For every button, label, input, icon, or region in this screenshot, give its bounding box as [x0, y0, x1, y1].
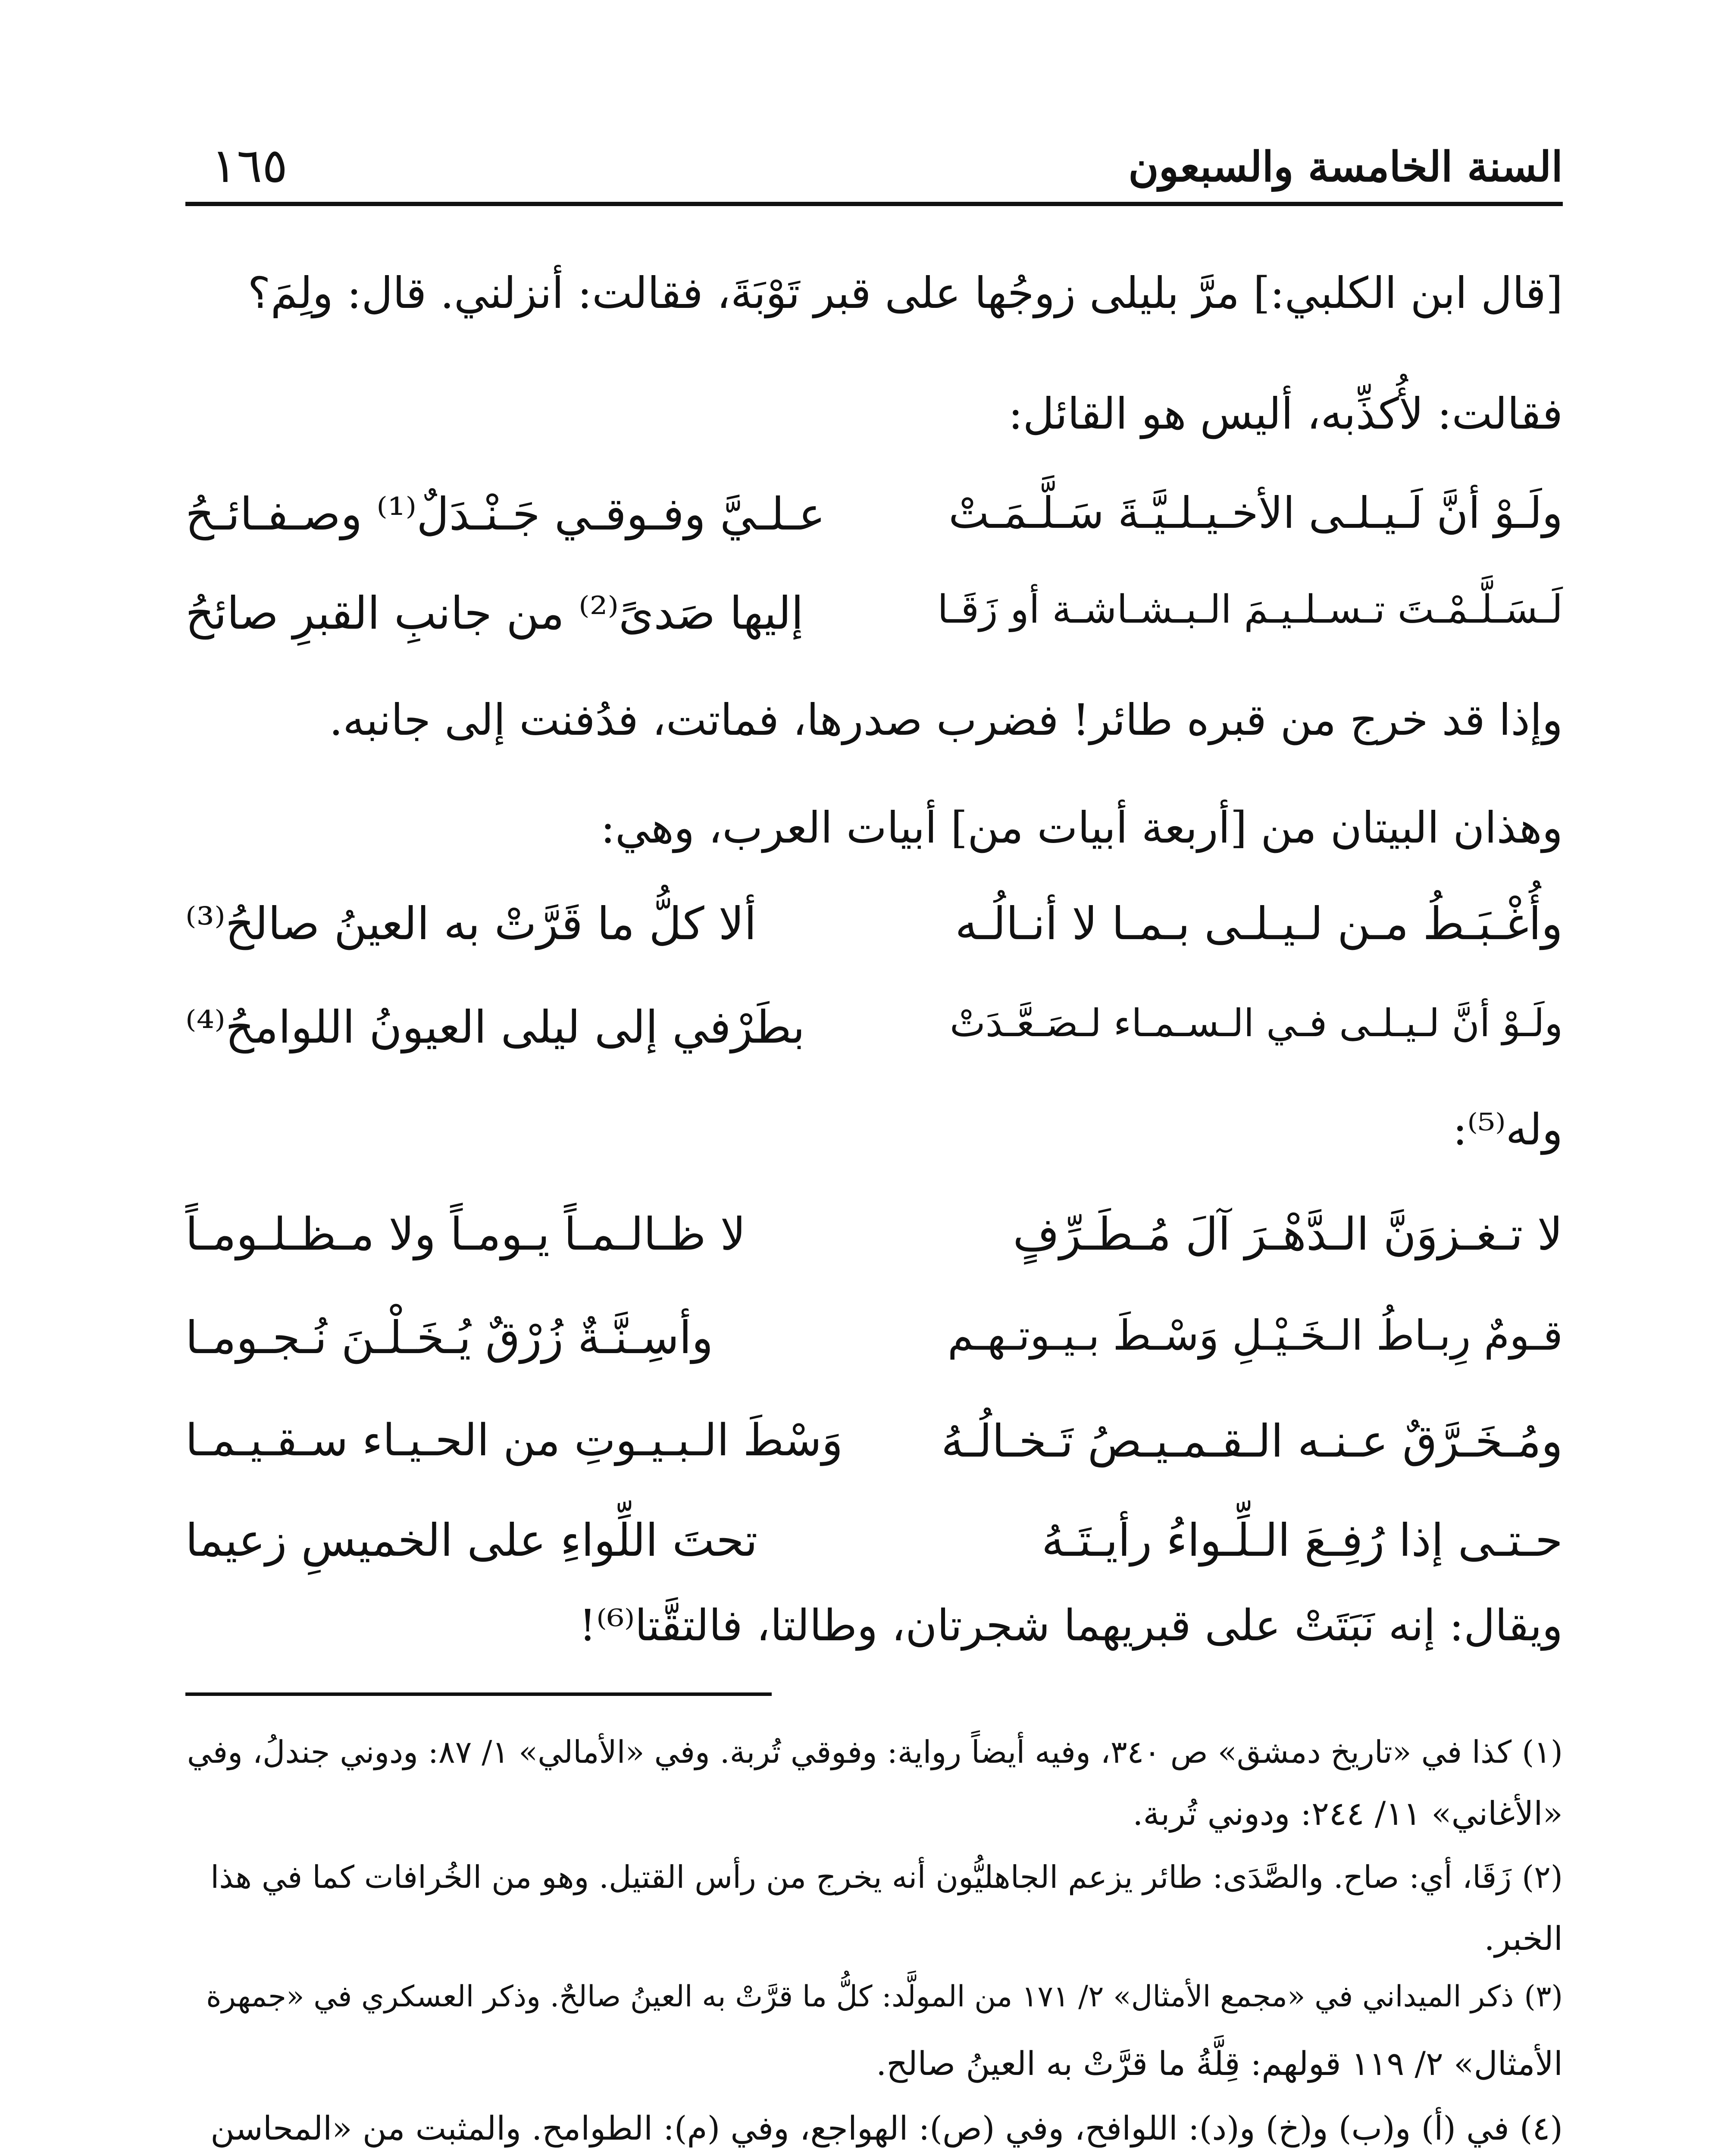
- verse-line: [185, 1000, 1563, 1069]
- verse-first-hemistich: لا تـغـزوَنَّ الـدَّهْـرَ آلَ مُـطَـرِّفٍ: [1013, 1208, 1563, 1260]
- verse-second-hemistich: بطَرْفي إلى ليلى العيونُ اللوامحُ⁽⁴⁾: [185, 1001, 805, 1053]
- verse-first-hemistich: ولَـوْ أنَّ لـيـلـى فـي الـسـمـاء لـصَـعَّـدَتْ: [949, 1001, 1563, 1045]
- footnote: [185, 2109, 1563, 2148]
- verse-line: [185, 1514, 1563, 1583]
- footnote: [185, 1858, 1563, 1896]
- verse-first-hemistich: ومُـخَـرَّقٌ عـنـه الـقـمـيـصُ تَـخـالُـهُ: [941, 1415, 1563, 1467]
- footnote-continuation: «الأغاني» ١١/ ٢٤٤: ودوني تُربة.: [1133, 1794, 1563, 1833]
- verse-second-hemistich: لا ظـالـمـاً يـومـاً ولا مـظـلـومـاً: [185, 1208, 746, 1260]
- page-number: ١٦٥: [211, 138, 288, 193]
- footnote-number: (٤): [1519, 2109, 1563, 2147]
- verse-line: [185, 1311, 1563, 1380]
- paragraph-line: وهذان البيتان من [أربعة أبيات من] أبيات العرب، وهي:: [601, 802, 1563, 853]
- verse-second-hemistich: تحتَ اللِّواءِ على الخميسِ زعيما: [185, 1514, 758, 1567]
- verse-line: [185, 897, 1563, 966]
- verse-second-hemistich: عـلـيَّ وفـوقـي جَـنْـدَلٌ⁽¹⁾ وصـفـائـحُ: [185, 488, 826, 540]
- verse-first-hemistich: ولَـوْ أنَّ لَـيـلـى الأخـيـلـيَّـةَ سَـلَّـمَـتْ: [948, 488, 1563, 538]
- verse-line: [185, 586, 1563, 655]
- paragraph-line: [قال ابن الكلبي:] مرَّ بليلى زوجُها على قبر تَوْبَةَ، فقالت: أنزلني. قال: ولِمَ؟: [247, 268, 1563, 318]
- footnote: [185, 1979, 1563, 2015]
- verse-line: [185, 1207, 1563, 1276]
- verse-line: [185, 487, 1563, 556]
- verse-line: [185, 1414, 1563, 1483]
- paragraph-line: ويقال: إنه نَبَتَتْ على قبريهما شجرتان، وطالتا، فالتقَّتا⁽⁶⁾!: [579, 1600, 1563, 1651]
- footnote-number: (١): [1522, 1734, 1563, 1770]
- footnote: [185, 1733, 1563, 1771]
- verse-second-hemistich: وأسِـنَّـةٌ زُرْقٌ يُـخَـلْـنَ نُـجـومـا: [185, 1311, 713, 1364]
- verse-first-hemistich: لَـسَـلَّـمْـتَ تـسـلـيـمَ الـبـشـاشـة أو زَقَـا: [937, 587, 1563, 632]
- paragraph-line: فقالت: لأُكذِّبه، أليس هو القائل:: [1008, 389, 1563, 439]
- footnote-text: زَقَا، أي: صاح. والصَّدَى: طائر يزعم الجاهليُّون أنه يخرج من رأس القتيل. وهو من الخُرافات كما في هذا: [210, 1859, 1512, 1895]
- verse-first-hemistich: وأُغْـبَـطُ مـن لـيـلـى بـمـا لا أنـالُـه: [955, 897, 1563, 950]
- verse-second-hemistich: ألا كلُّ ما قَرَّتْ به العينُ صالحُ⁽³⁾: [185, 897, 757, 950]
- footnote-text: كذا في «تاريخ دمشق» ص ٣٤٠، وفيه أيضاً رواية: وفوقي تُربة. وفي «الأمالي» ١/ ٨٧: ودوني جندلُ، وفي: [187, 1734, 1512, 1770]
- verse-first-hemistich: حـتـى إذا رُفِـعَ الـلِّـواءُ رأيـتَـهُ: [1042, 1514, 1563, 1567]
- header-rule: [185, 202, 1563, 206]
- paragraph-line: وإذا قد خرج من قبره طائر! فضرب صدرها، فماتت، فدُفنت إلى جانبه.: [329, 695, 1563, 745]
- footnote-separator: [185, 1692, 772, 1696]
- footnote-continuation: الأمثال» ٢/ ١١٩ قولهم: قِلَّةُ ما قرَّتْ به العينُ صالح.: [876, 2044, 1563, 2083]
- footnote-number: (٣): [1524, 1980, 1563, 2014]
- verse-second-hemistich: إليها صَدىً⁽²⁾ من جانبِ القبرِ صائحُ: [185, 587, 804, 639]
- page-header: [185, 138, 1563, 203]
- verse-first-hemistich: قـومٌ رِبـاطُ الـخَـيْـلِ وَسْـطَ بـيـوتـهـم: [948, 1311, 1563, 1360]
- paragraph-line: وله⁽⁵⁾:: [1452, 1104, 1563, 1155]
- footnote-text: ذكر الميداني في «مجمع الأمثال» ٢/ ١٧١ من المولَّد: كلُّ ما قرَّتْ به العينُ صالحٌ. وذكر العسكري في «جمهرة: [206, 1980, 1514, 2014]
- footnote-continuation: الخبر.: [1484, 1919, 1563, 1958]
- verse-second-hemistich: وَسْطَ الـبـيـوتِ من الحـيـاء سـقـيـمـا: [185, 1415, 843, 1466]
- footnote-text: في (أ) و(ب) و(خ) و(د): اللوافح، وفي (ص): الهواجع، وفي (م): الطوامح. والمثبت من «المحاسن: [210, 2109, 1509, 2147]
- running-title: السنة الخامسة والسبعون: [1128, 142, 1563, 191]
- footnote-number: (٢): [1522, 1859, 1563, 1895]
